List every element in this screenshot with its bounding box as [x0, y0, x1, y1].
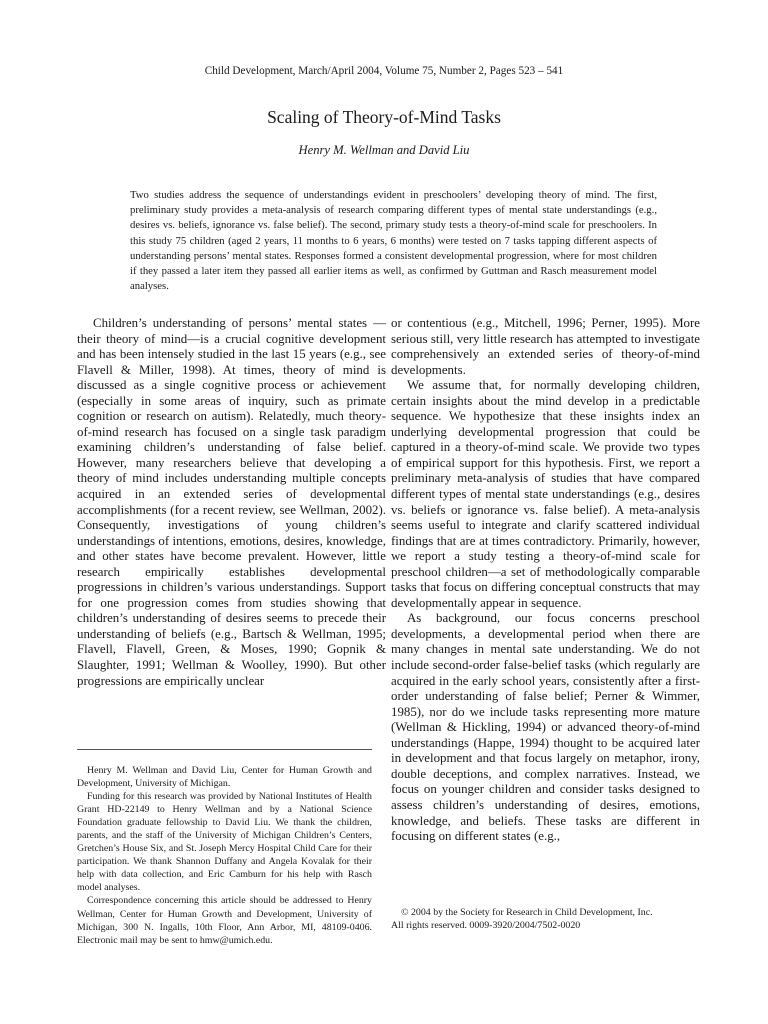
footnote-funding: Funding for this research was provided by National Institutes of Health Grant HD-22149 to Henry Wellman and by a National Science Foundation graduate fellowship to David Liu. We thank the children, parents, and the staff of the University of Michigan Children’s Centers, Gretchen’s House Six, and St. Joseph Mercy Hospital Child Care for their participation. We thank Shannon Duffany and Angela Kovalak for their help with data collection, and Eric Camburn for his help with Rasch model analyses. [77, 791, 372, 894]
article-title: Scaling of Theory-of-Mind Tasks [267, 107, 501, 127]
body-left-column [77, 316, 386, 689]
copyright-line: © 2004 by the Society for Research in Child Development, Inc. [401, 907, 653, 918]
copyright-rights: All rights reserved. 0009-3920/2004/7502-0020 [391, 919, 581, 931]
footnote-correspondence: Correspondence concerning this article should be addressed to Henry Wellman, Center for Human Growth and Development, University of Michigan, 300 N. Ingalls, 10th Floor, Ann Arbor, MI, 48109-0406. Electronic mail may be sent to hmw@umich.edu. [77, 895, 372, 946]
footnote-affiliation: Henry M. Wellman and David Liu, Center for Human Growth and Development, University of Michigan. [77, 765, 372, 790]
journal-citation: Child Development, March/April 2004, Volume 75, Number 2, Pages 523 – 541 [204, 65, 564, 77]
body-paragraph: Children’s understanding of persons’ mental states —their theory of mind—is a crucial cognitive development and has been intensely studied in the last 15 years (e.g., see Flavell & Miller, 1998). At times, theory of mind is discussed as a single cognitive process or achievement (especially in some areas of inquiry, such as primate cognition or research on autism). Relatedly, much theory-of-mind research has focused on a single task paradigm examining children’s understanding of false belief. However, many researchers believe that developing a theory of mind includes understanding multiple concepts acquired in an extended series of developmental accomplishments (for a recent review, see Wellman, 2002). Consequently, investigations of young children’s understandings of intentions, emotions, desires, knowledge, and other states have become prevalent. However, little research empirically establishes developmental progressions in children’s various understandings. Support for one progression comes from studies showing that children’s understanding of desires seems to precede their understanding of beliefs (e.g., Bartsch & Wellman, 1995; Flavell, Flavell, Green, & Moses, 1990; Gopnik & Slaughter, 1991; Wellman & Woolley, 1990). But other progressions are empirically unclear [77, 316, 386, 688]
article-authors: Henry M. Wellman and David Liu [298, 143, 470, 157]
copyright-notice [391, 907, 700, 933]
body-right-column [391, 316, 700, 845]
abstract-text: Two studies address the sequence of understandings evident in preschoolers’ developing theory of mind. The first, preliminary study provides a meta-analysis of research comparing different types of mental state understandings (e.g., desires vs. beliefs, ignorance vs. false belief). The second, primary study tests a theory-of-mind scale for preschoolers. In this study 75 children (aged 2 years, 11 months to 6 years, 6 months) were tested on 7 tasks tapping different aspects of understanding persons’ mental states. Responses formed a consistent developmental progression, where for most children if they passed a later item they passed all earlier items as well, as confirmed by Guttman and Rasch measurement model analyses. [130, 189, 657, 293]
author-footnotes [77, 764, 372, 947]
footnote-divider [77, 749, 372, 750]
abstract [130, 188, 657, 294]
body-paragraph: As background, our focus concerns preschool developments, a developmental period when there are many changes in mental sate understanding. We do not include second-order false-belief tasks (which regularly are acquired in the early school years, consistently after a first-order understanding of false belief; Perner & Wimmer, 1985), nor do we include tasks representing more mature (Wellman & Hickling, 1994) or advanced theory-of-mind understandings (Happe, 1994) thought to be acquired later in development and that focus largely on metaphor, irony, double deceptions, and complex narratives. Instead, we focus on younger children and consider tasks designed to assess children’s understanding of desires, emotions, knowledge, and beliefs. These tasks are different in focusing on different states (e.g., [391, 611, 700, 844]
body-paragraph: We assume that, for normally developing children, certain insights about the mind develop in a predictable sequence. We hypothesize that these insights index an underlying developmental progression that could be captured in a theory-of-mind scale. We provide two types of empirical support for this hypothesis. First, we report a preliminary meta-analysis of studies that have compared different types of mental state understandings (e.g., desires vs. beliefs or ignorance vs. false belief). A meta-analysis seems useful to integrate and clarify scattered individual findings that are at times contradictory. Primarily, however, we report a study testing a theory-of-mind scale for preschool children—a set of methodologically comparable tasks that focus on differing conceptual constructs that may developmentally appear in sequence. [391, 378, 700, 610]
body-paragraph: or contentious (e.g., Mitchell, 1996; Perner, 1995). More serious still, very little research has attempted to investigate comprehensively an extended series of theory-of-mind developments. [391, 316, 700, 377]
